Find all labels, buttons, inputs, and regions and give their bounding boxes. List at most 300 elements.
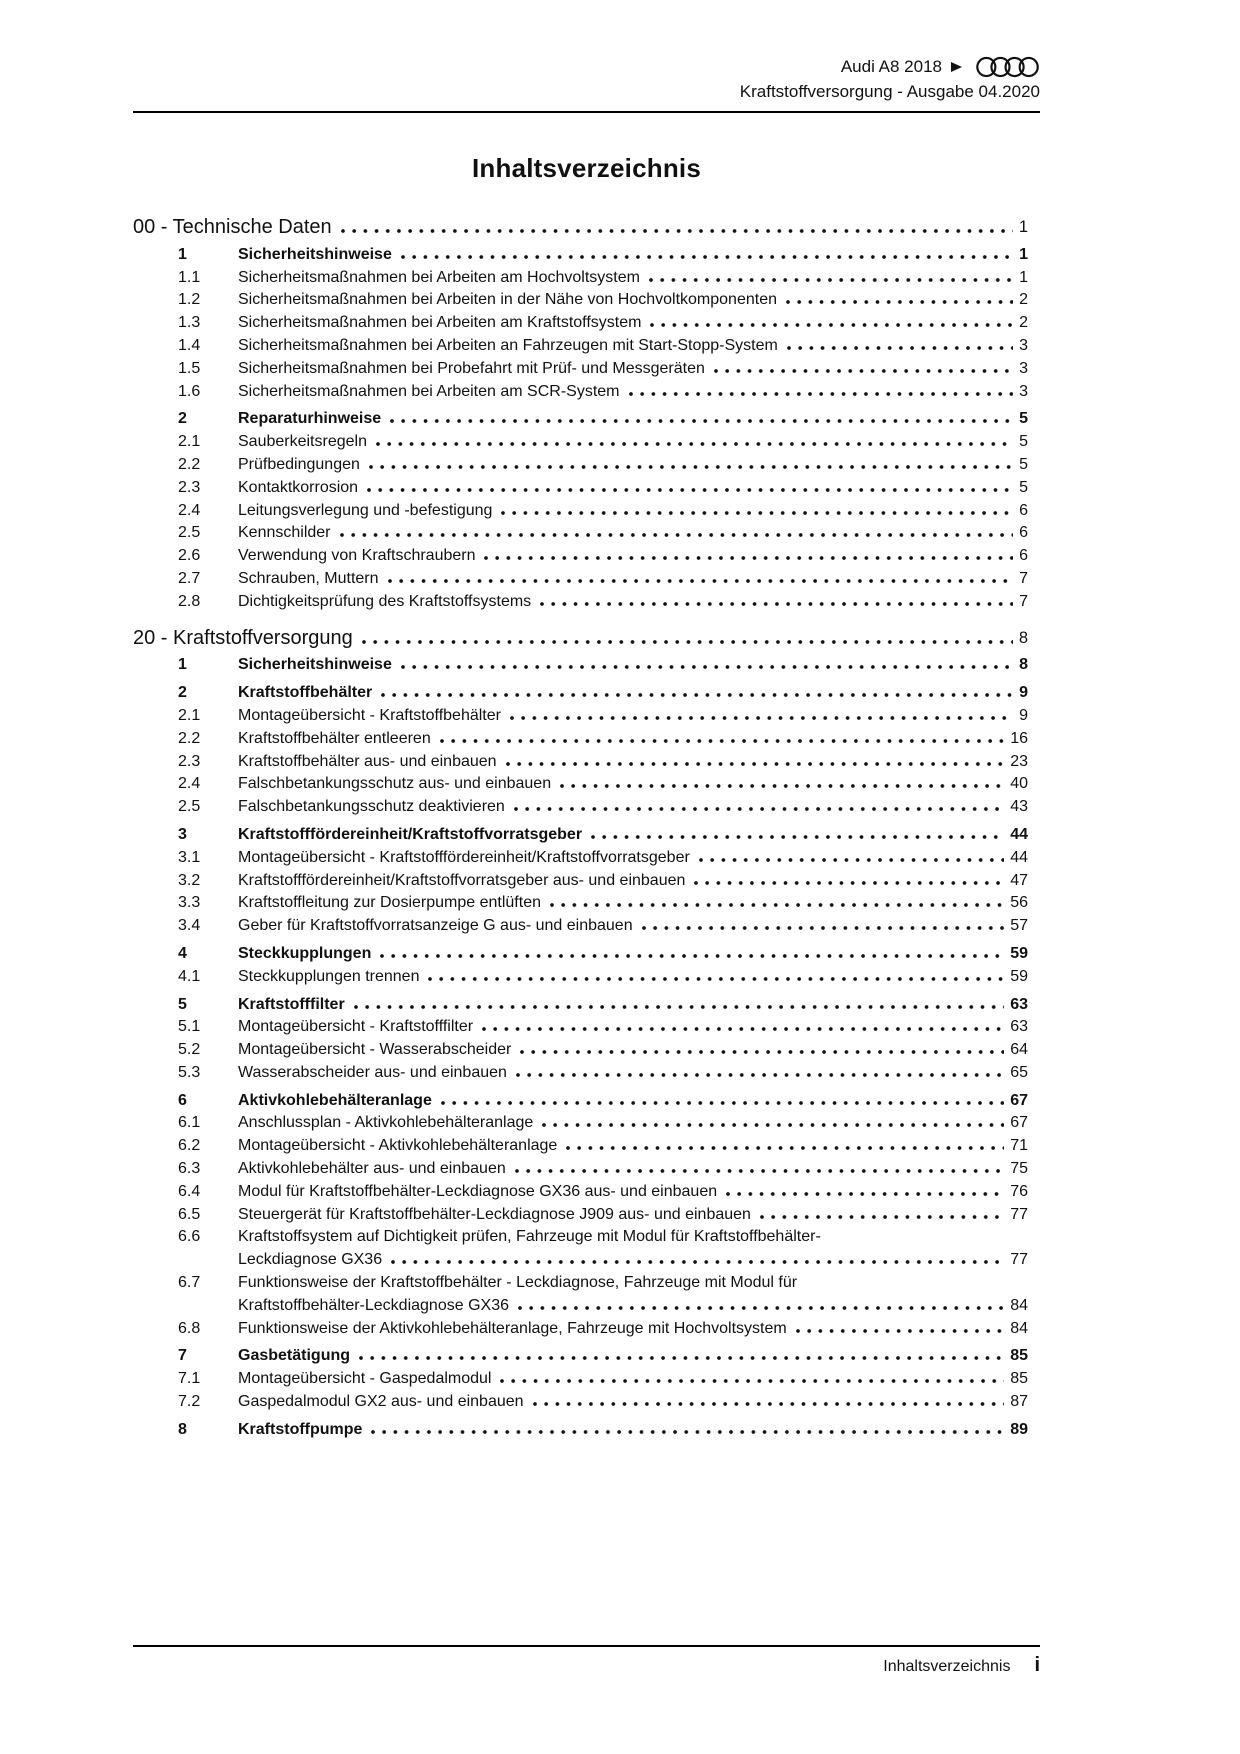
leader-dots bbox=[340, 533, 1014, 537]
toc-entry-page-number: 2 bbox=[1019, 291, 1028, 309]
toc-entry-page-number: 6 bbox=[1019, 524, 1028, 542]
toc-entry-number: 6.4 bbox=[178, 1182, 201, 1200]
toc-entry-title-lastline bbox=[238, 1016, 1010, 1039]
toc-entry-number: 1.3 bbox=[178, 314, 201, 332]
toc-entry-title: Leitungsverlegung und -befestigung bbox=[238, 501, 493, 519]
toc-entry-page-number: 64 bbox=[1010, 1041, 1028, 1059]
toc-entry-page-number: 77 bbox=[1010, 1251, 1028, 1269]
toc-entry-title-block bbox=[238, 870, 1010, 893]
toc-entry bbox=[133, 267, 1040, 290]
toc-entry-title-block bbox=[238, 915, 1010, 938]
toc-entry-title-lastline bbox=[238, 705, 1019, 728]
model-year-arrow-icon bbox=[951, 62, 962, 72]
toc-entry-title-lastline bbox=[238, 1158, 1010, 1181]
toc-entry bbox=[133, 335, 1040, 358]
toc-entry bbox=[133, 1391, 1040, 1414]
chapter-label: 20 - Kraftstoffversorgung bbox=[133, 626, 353, 649]
toc-entry bbox=[133, 705, 1040, 728]
toc-entry-title-lastline bbox=[238, 892, 1010, 915]
toc-entry-title-line1: Kraftstoffsystem auf Dichtigkeit prüfen, Fahrzeuge mit Modul für Kraftstoffbehälter- bbox=[238, 1228, 821, 1246]
toc-entry-page-number: 5 bbox=[1019, 478, 1028, 496]
chapter-label: 00 - Technische Daten bbox=[133, 216, 332, 238]
toc-entry-title-lastline bbox=[238, 1181, 1010, 1204]
toc-entry-page-number: 7 bbox=[1019, 592, 1028, 610]
toc-entry-title-lastline bbox=[238, 267, 1019, 290]
toc-entry bbox=[133, 915, 1040, 938]
toc-entry-title-lastline bbox=[238, 966, 1010, 989]
leader-dots bbox=[516, 1073, 1004, 1077]
toc-entry-page-number: 75 bbox=[1010, 1160, 1028, 1178]
leader-dots bbox=[369, 465, 1013, 469]
leader-dots bbox=[760, 1215, 1004, 1219]
toc-entry-title: Sicherheitshinweise bbox=[238, 245, 392, 263]
leader-dots bbox=[542, 1123, 1004, 1127]
leader-dots bbox=[371, 1430, 1004, 1434]
toc-entry-page-number: 43 bbox=[1010, 798, 1028, 816]
toc-entry-page-number: 16 bbox=[1010, 729, 1028, 747]
toc-entry-title-lastline bbox=[238, 1345, 1010, 1368]
toc-entry-title: Verwendung von Kraftschraubern bbox=[238, 547, 476, 565]
toc-entry-title: Kontaktkorrosion bbox=[238, 478, 359, 496]
leader-dots bbox=[694, 881, 1004, 885]
toc-entry-number: 2 bbox=[178, 684, 187, 702]
leader-dots bbox=[376, 442, 1013, 446]
page-footer bbox=[133, 1645, 1040, 1677]
toc-entry-number: 1 bbox=[178, 245, 187, 263]
toc-entry bbox=[133, 431, 1040, 454]
toc-entry bbox=[133, 1345, 1040, 1368]
toc-entry bbox=[133, 1016, 1040, 1039]
toc-entry-title: Sicherheitsmaßnahmen bei Arbeiten am SCR-System bbox=[238, 382, 620, 400]
toc-entry-title-lastline bbox=[238, 1318, 1010, 1341]
toc-entry-title-lastline bbox=[238, 522, 1019, 545]
leader-dots bbox=[484, 556, 1013, 560]
toc-entry-title: Montageübersicht - Aktivkohlebehälteranlage bbox=[238, 1137, 558, 1155]
toc-entry-number: 5.1 bbox=[178, 1018, 201, 1036]
toc-entry-title-lastline bbox=[238, 335, 1019, 358]
toc-entry-title: Sicherheitsmaßnahmen bei Arbeiten am Kraftstoffsystem bbox=[238, 314, 642, 332]
toc-entry-page-number: 23 bbox=[1010, 752, 1028, 770]
toc-entry-page-number: 9 bbox=[1019, 706, 1028, 724]
toc-entry bbox=[133, 1272, 1040, 1318]
toc-entry-title: Montageübersicht - Kraftstofffilter bbox=[238, 1018, 474, 1036]
leader-dots bbox=[428, 977, 1004, 981]
toc-entry-number: 2.4 bbox=[178, 775, 201, 793]
toc-entry-title-block bbox=[238, 773, 1010, 796]
toc-entry-page-number: 5 bbox=[1019, 455, 1028, 473]
toc-entry-number: 3.1 bbox=[178, 848, 201, 866]
toc-entry bbox=[133, 654, 1040, 677]
leader-dots bbox=[380, 954, 1004, 958]
toc-entry-page-number: 44 bbox=[1010, 848, 1028, 866]
leader-dots bbox=[510, 716, 1013, 720]
toc-entry-number: 2.2 bbox=[178, 455, 201, 473]
toc-entry-title-block bbox=[238, 244, 1019, 267]
toc-entry-title: Kraftstofffördereinheit/Kraftstoffvorratsgeber aus- und einbauen bbox=[238, 871, 686, 889]
toc-entry bbox=[133, 454, 1040, 477]
toc-entry-number: 2.2 bbox=[178, 729, 201, 747]
leader-dots bbox=[796, 1329, 1004, 1333]
toc-entry-number: 2.3 bbox=[178, 752, 201, 770]
toc-entry-title-block bbox=[238, 1016, 1010, 1039]
leader-dots bbox=[354, 1005, 1005, 1009]
toc-entry-title-lastline bbox=[238, 545, 1019, 568]
toc-entry bbox=[133, 796, 1040, 819]
toc-entry-page-number: 63 bbox=[1010, 995, 1028, 1013]
toc-entry-title: Kraftstofffördereinheit/Kraftstoffvorratsgeber bbox=[238, 825, 583, 843]
toc-entry-title: Montageübersicht - Kraftstoffbehälter bbox=[238, 706, 501, 724]
toc-entry-number: 2.6 bbox=[178, 547, 201, 565]
toc-entry-page-number: 67 bbox=[1010, 1114, 1028, 1132]
toc-entry-title: Sicherheitsmaßnahmen bei Arbeiten an Fahrzeugen mit Start-Stopp-System bbox=[238, 336, 778, 354]
toc-entry-page-number: 59 bbox=[1010, 944, 1028, 962]
toc-entry-title-lastline bbox=[238, 1368, 1010, 1391]
toc-entry-page-number: 84 bbox=[1010, 1296, 1028, 1314]
toc-entry-page-number: 67 bbox=[1010, 1091, 1028, 1109]
toc-entry-page-number: 6 bbox=[1019, 501, 1028, 519]
toc-entry-page-number: 5 bbox=[1019, 410, 1028, 428]
toc-entry-number: 7.2 bbox=[178, 1393, 201, 1411]
toc-entry-number: 1.2 bbox=[178, 291, 201, 309]
toc-entry-number: 2.4 bbox=[178, 501, 201, 519]
toc-entry bbox=[133, 1158, 1040, 1181]
leader-dots bbox=[699, 858, 1004, 862]
toc-entry-title: Montageübersicht - Kraftstofffördereinheit/Kraftstoffvorratsgeber bbox=[238, 848, 690, 866]
toc-entry-title: Sicherheitsmaßnahmen bei Arbeiten in der Nähe von Hochvoltkomponenten bbox=[238, 291, 777, 309]
toc-entry-title-lastline bbox=[238, 408, 1019, 431]
toc-entry-title-line2: Kraftstoffbehälter-Leckdiagnose GX36 bbox=[238, 1296, 509, 1314]
toc-entry-title-block bbox=[238, 728, 1010, 751]
toc-entry-title: Montageübersicht - Gaspedalmodul bbox=[238, 1370, 492, 1388]
header-subtitle: Kraftstoffversorgung - Ausgabe 04.2020 bbox=[739, 82, 1040, 101]
toc-entry-title-block bbox=[238, 454, 1019, 477]
toc-entry-title-lastline bbox=[238, 1391, 1010, 1414]
toc-entry-number: 1.5 bbox=[178, 359, 201, 377]
toc-entry-number: 2.7 bbox=[178, 569, 201, 587]
toc-entry-title-block bbox=[238, 1112, 1010, 1135]
toc-entry-number: 2.8 bbox=[178, 592, 201, 610]
toc-entry-title-block bbox=[238, 705, 1019, 728]
toc-entry bbox=[133, 966, 1040, 989]
leader-dots bbox=[388, 579, 1014, 583]
toc-entry bbox=[133, 1135, 1040, 1158]
leader-dots bbox=[642, 926, 1005, 930]
toc-entry-title: Falschbetankungsschutz deaktivieren bbox=[238, 798, 505, 816]
toc-entry-page-number: 77 bbox=[1010, 1205, 1028, 1223]
toc-entry-title: Kraftstoffpumpe bbox=[238, 1420, 363, 1438]
toc-entry-title-lastline bbox=[238, 728, 1010, 751]
toc-entry-title-block bbox=[238, 289, 1019, 312]
leader-dots bbox=[390, 419, 1013, 423]
toc-entry-title-block bbox=[238, 591, 1019, 614]
leader-dots bbox=[441, 1101, 1004, 1105]
toc-entry bbox=[133, 477, 1040, 500]
toc-entry-title-lastline bbox=[238, 500, 1019, 523]
toc-entry-title-lastline bbox=[238, 454, 1019, 477]
toc-entry-page-number: 44 bbox=[1010, 825, 1028, 843]
toc-entry bbox=[133, 568, 1040, 591]
toc-entry-title-lastline bbox=[238, 994, 1010, 1017]
toc-entry-title-lastline bbox=[238, 1062, 1010, 1085]
toc-entry-number: 6.2 bbox=[178, 1137, 201, 1155]
toc-entry-number: 2.1 bbox=[178, 706, 201, 724]
toc-entry-title-lastline bbox=[238, 1204, 1010, 1227]
toc-entry bbox=[133, 870, 1040, 893]
toc-entry-number: 2 bbox=[178, 410, 187, 428]
toc-chapter-heading bbox=[133, 627, 1040, 650]
toc-entry-number: 6 bbox=[178, 1091, 187, 1109]
toc-entry-page-number: 7 bbox=[1019, 569, 1028, 587]
leader-dots bbox=[359, 1356, 1004, 1360]
toc-entry bbox=[133, 1090, 1040, 1113]
toc-entry bbox=[133, 824, 1040, 847]
toc-entry-title-block bbox=[238, 994, 1010, 1017]
toc-entry-title-block bbox=[238, 682, 1019, 705]
toc-entry-page-number: 9 bbox=[1019, 684, 1028, 702]
leader-dots bbox=[514, 807, 1004, 811]
toc-entry-title: Kraftstofffilter bbox=[238, 995, 345, 1013]
toc-entry-title: Kraftstoffbehälter aus- und einbauen bbox=[238, 752, 497, 770]
toc-entry-title-block bbox=[238, 1345, 1010, 1368]
toc-entry-title-lastline bbox=[238, 1112, 1010, 1135]
toc-entry-title: Sicherheitsmaßnahmen bei Probefahrt mit Prüf- und Messgeräten bbox=[238, 359, 705, 377]
toc-entry-title-block bbox=[238, 431, 1019, 454]
toc-entry-title-block bbox=[238, 1272, 1010, 1318]
toc-entry-page-number: 1 bbox=[1019, 268, 1028, 286]
toc-entry-title-block bbox=[238, 568, 1019, 591]
toc-entry-title: Aktivkohlebehälter aus- und einbauen bbox=[238, 1160, 506, 1178]
toc-entry-title-block bbox=[238, 943, 1010, 966]
leader-dots bbox=[629, 392, 1014, 396]
toc-entry bbox=[133, 244, 1040, 267]
toc-entry bbox=[133, 1204, 1040, 1227]
toc-entry-title-block bbox=[238, 966, 1010, 989]
toc-entry-number: 6.7 bbox=[178, 1274, 201, 1292]
leader-dots bbox=[714, 369, 1013, 373]
toc-entry-title-lastline bbox=[238, 289, 1019, 312]
leader-dots bbox=[566, 1146, 1004, 1150]
toc-entry-title: Gaspedalmodul GX2 aus- und einbauen bbox=[238, 1393, 524, 1411]
page-content bbox=[133, 56, 1040, 1442]
toc-entry-number: 1 bbox=[178, 656, 187, 674]
toc-entry-title-lastline bbox=[238, 773, 1010, 796]
toc-entry-title-lastline bbox=[238, 477, 1019, 500]
toc-entry-page-number: 2 bbox=[1019, 314, 1028, 332]
toc-entry-page-number: 3 bbox=[1019, 336, 1028, 354]
toc-entry-page-number: 65 bbox=[1010, 1063, 1028, 1081]
toc-entry-title: Kraftstoffleitung zur Dosierpumpe entlüften bbox=[238, 894, 541, 912]
toc-entry bbox=[133, 1318, 1040, 1341]
toc-entry-page-number: 85 bbox=[1010, 1370, 1028, 1388]
toc-entry-title: Dichtigkeitsprüfung des Kraftstoffsystems bbox=[238, 592, 532, 610]
toc-entry-page-number: 57 bbox=[1010, 917, 1028, 935]
toc-entry bbox=[133, 773, 1040, 796]
toc-entry-title: Gasbetätigung bbox=[238, 1347, 351, 1365]
leader-dots bbox=[518, 1306, 1004, 1310]
toc-entry bbox=[133, 545, 1040, 568]
toc-entry-number: 5 bbox=[178, 995, 187, 1013]
toc-entry-number: 1.4 bbox=[178, 336, 201, 354]
leader-dots bbox=[726, 1192, 1004, 1196]
leader-dots bbox=[550, 903, 1004, 907]
toc-entry-page-number: 71 bbox=[1010, 1137, 1028, 1155]
toc-entry bbox=[133, 892, 1040, 915]
toc-entry-title: Steckkupplungen trennen bbox=[238, 967, 420, 985]
toc-entry-title-block bbox=[238, 312, 1019, 335]
toc-entry bbox=[133, 500, 1040, 523]
leader-dots bbox=[341, 229, 1013, 233]
toc-entry-number: 6.5 bbox=[178, 1205, 201, 1223]
leader-dots bbox=[500, 1379, 1004, 1383]
toc-entry-number: 3.4 bbox=[178, 917, 201, 935]
toc-entry-title-block bbox=[238, 477, 1019, 500]
toc-entry-title: Aktivkohlebehälteranlage bbox=[238, 1091, 432, 1109]
toc-entry-number: 3.2 bbox=[178, 871, 201, 889]
toc-entry-title-block bbox=[238, 824, 1010, 847]
leader-dots bbox=[391, 1260, 1004, 1264]
toc-entry-title-block bbox=[238, 335, 1019, 358]
toc-entry-title-lastline bbox=[238, 1090, 1010, 1113]
toc-entry-number: 4 bbox=[178, 944, 187, 962]
toc-entry-title-block bbox=[238, 545, 1019, 568]
toc-entry-page-number: 5 bbox=[1019, 433, 1028, 451]
toc-entry-title-lastline bbox=[238, 654, 1019, 677]
toc-entry-number: 1.1 bbox=[178, 268, 201, 286]
toc-entry bbox=[133, 1062, 1040, 1085]
toc-entry-page-number: 89 bbox=[1010, 1420, 1028, 1438]
toc-entry-number: 4.1 bbox=[178, 967, 201, 985]
toc-entry-page-number: 3 bbox=[1019, 359, 1028, 377]
toc-entry-title-block bbox=[238, 751, 1010, 774]
leader-dots bbox=[515, 1169, 1004, 1173]
toc-entry bbox=[133, 1226, 1040, 1272]
toc-entry bbox=[133, 994, 1040, 1017]
leader-dots bbox=[362, 640, 1013, 644]
header-line1 bbox=[133, 56, 1040, 78]
toc-entry bbox=[133, 1368, 1040, 1391]
chapter-page-number: 1 bbox=[1018, 218, 1028, 236]
toc-entry-page-number: 85 bbox=[1010, 1347, 1028, 1365]
toc-entry bbox=[133, 381, 1040, 404]
toc-entry-title-block bbox=[238, 500, 1019, 523]
toc-entry-title: Reparaturhinweise bbox=[238, 410, 382, 428]
toc-entry-title-lastline bbox=[238, 1039, 1010, 1062]
page-title: Inhaltsverzeichnis bbox=[471, 153, 702, 183]
leader-dots bbox=[520, 1050, 1004, 1054]
leader-dots bbox=[540, 602, 1013, 606]
toc-entry-title: Steuergerät für Kraftstoffbehälter-Leckdiagnose J909 aus- und einbauen bbox=[238, 1205, 751, 1223]
toc-entry bbox=[133, 312, 1040, 335]
toc-entry-title-lastline bbox=[238, 358, 1019, 381]
leader-dots bbox=[786, 300, 1013, 304]
toc-entry-title-block bbox=[238, 1226, 1010, 1272]
toc-entry-title-block bbox=[238, 1090, 1010, 1113]
leader-dots bbox=[367, 488, 1013, 492]
toc-entry-number: 6.6 bbox=[178, 1228, 201, 1246]
leader-dots bbox=[560, 784, 1004, 788]
toc-entry-title-block bbox=[238, 381, 1019, 404]
toc-entry-page-number: 40 bbox=[1010, 775, 1028, 793]
toc-entry bbox=[133, 1112, 1040, 1135]
toc-entry-title-line1: Funktionsweise der Kraftstoffbehälter - Leckdiagnose, Fahrzeuge mit Modul für bbox=[238, 1274, 798, 1292]
leader-dots bbox=[401, 665, 1013, 669]
toc-entry-number: 3.3 bbox=[178, 894, 201, 912]
leader-dots bbox=[649, 278, 1013, 282]
toc-entry bbox=[133, 1181, 1040, 1204]
toc-entry-number: 7 bbox=[178, 1347, 187, 1365]
toc-entry-title-block bbox=[238, 796, 1010, 819]
header-rule bbox=[133, 111, 1040, 113]
toc-entry-title: Wasserabscheider aus- und einbauen bbox=[238, 1063, 507, 1081]
toc-entry-title: Sauberkeitsregeln bbox=[238, 433, 367, 451]
audi-rings-logo bbox=[976, 56, 1040, 78]
toc-entry-title-block bbox=[238, 1062, 1010, 1085]
toc-entry-title: Kraftstoffbehälter bbox=[238, 684, 373, 702]
toc-entry-page-number: 76 bbox=[1010, 1182, 1028, 1200]
footer-row bbox=[133, 1654, 1040, 1677]
toc-entry-title: Montageübersicht - Wasserabscheider bbox=[238, 1041, 512, 1059]
toc-entry-title-block bbox=[238, 1158, 1010, 1181]
toc-entry-title-lastline bbox=[238, 431, 1019, 454]
header-model-text: Audi A8 2018 bbox=[840, 57, 942, 76]
toc-entry-title: Steckkupplungen bbox=[238, 944, 372, 962]
toc-entry bbox=[133, 289, 1040, 312]
leader-dots bbox=[401, 255, 1013, 259]
toc-entry-title-line2: Leckdiagnose GX36 bbox=[238, 1251, 383, 1269]
toc-entry-title-block bbox=[238, 654, 1019, 677]
toc-entry-title-lastline bbox=[238, 312, 1019, 335]
toc-entry-title-block bbox=[238, 358, 1019, 381]
toc-entry-title-block bbox=[238, 1368, 1010, 1391]
toc-entry bbox=[133, 1419, 1040, 1442]
toc-entry bbox=[133, 943, 1040, 966]
toc-entry-title-lastline bbox=[238, 1249, 1010, 1272]
toc-entry-page-number: 84 bbox=[1010, 1319, 1028, 1337]
toc-entry-number: 7.1 bbox=[178, 1370, 201, 1388]
toc-entry-title-lastline bbox=[238, 1135, 1010, 1158]
toc-entry-title-block bbox=[238, 408, 1019, 431]
toc-entry bbox=[133, 847, 1040, 870]
leader-dots bbox=[591, 835, 1004, 839]
toc-entry-page-number: 63 bbox=[1010, 1018, 1028, 1036]
toc-entry-title-block bbox=[238, 1318, 1010, 1341]
leader-dots bbox=[506, 762, 1005, 766]
toc-entry bbox=[133, 751, 1040, 774]
footer-page-number: i bbox=[1034, 1654, 1040, 1676]
toc-entry-number: 5.2 bbox=[178, 1041, 201, 1059]
toc-entry-title-lastline bbox=[238, 943, 1010, 966]
toc-entry-page-number: 59 bbox=[1010, 967, 1028, 985]
toc-entry-page-number: 87 bbox=[1010, 1393, 1028, 1411]
toc-entry-number: 6.1 bbox=[178, 1114, 201, 1132]
toc-entry bbox=[133, 682, 1040, 705]
toc-entry-number: 1.6 bbox=[178, 382, 201, 400]
toc-entry-title: Falschbetankungsschutz aus- und einbauen bbox=[238, 775, 552, 793]
toc-entry-title: Modul für Kraftstoffbehälter-Leckdiagnose GX36 aus- und einbauen bbox=[238, 1182, 718, 1200]
table-of-contents bbox=[133, 216, 1040, 1442]
leader-dots bbox=[482, 1027, 1004, 1031]
toc-entry-page-number: 47 bbox=[1010, 871, 1028, 889]
toc-entry-page-number: 1 bbox=[1019, 245, 1028, 263]
toc-entry bbox=[133, 591, 1040, 614]
toc-entry-title: Anschlussplan - Aktivkohlebehälteranlage bbox=[238, 1114, 534, 1132]
toc-entry bbox=[133, 1039, 1040, 1062]
toc-entry-title-lastline bbox=[238, 244, 1019, 267]
toc-entry-title-block bbox=[238, 1204, 1010, 1227]
toc-entry-title-block bbox=[238, 1391, 1010, 1414]
toc-entry-number: 2.3 bbox=[178, 478, 201, 496]
toc-entry bbox=[133, 408, 1040, 431]
